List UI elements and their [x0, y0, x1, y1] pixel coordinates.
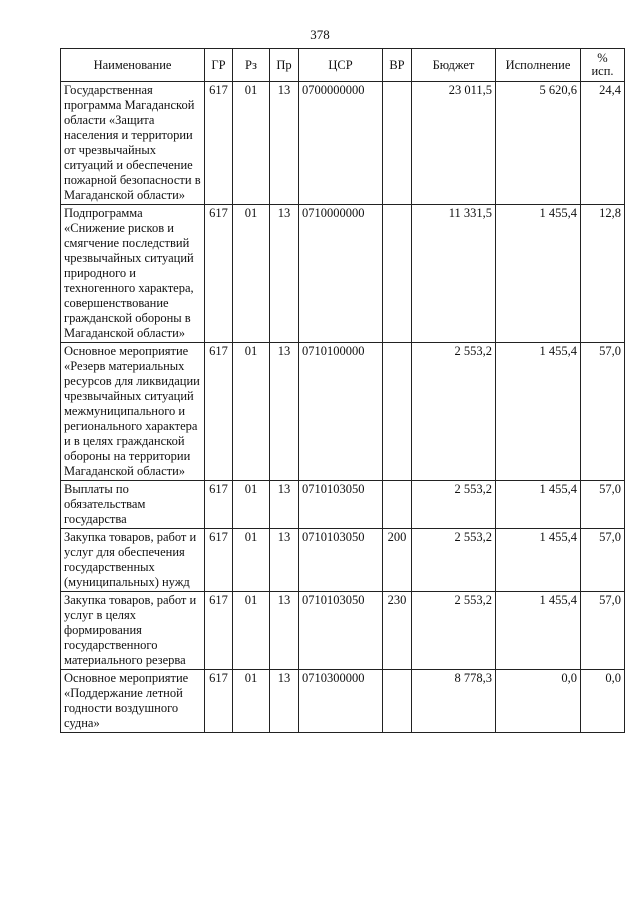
row-csr: 0710103050 [299, 529, 383, 592]
row-csr: 0700000000 [299, 82, 383, 205]
row-name: Основное мероприятие «Поддержание летной годности воздушного судна» [61, 670, 205, 733]
header-budget: Бюджет [412, 49, 496, 82]
row-execution: 1 455,4 [496, 592, 581, 670]
row-gr: 617 [205, 343, 233, 481]
row-csr: 0710103050 [299, 481, 383, 529]
row-name: Подпрограмма «Снижение рисков и смягчение последствий чрезвычайных ситуаций природного и техногенного характера, совершенствование гражданской обороны в Магаданской области» [61, 205, 205, 343]
row-execution: 1 455,4 [496, 205, 581, 343]
row-pr: 13 [270, 82, 299, 205]
row-rz: 01 [233, 670, 270, 733]
row-vr [383, 82, 412, 205]
row-percent: 57,0 [581, 343, 625, 481]
row-budget: 23 011,5 [412, 82, 496, 205]
row-rz: 01 [233, 592, 270, 670]
row-budget: 2 553,2 [412, 529, 496, 592]
header-rz: Рз [233, 49, 270, 82]
header-percent-symbol: % [597, 51, 608, 65]
row-execution: 1 455,4 [496, 343, 581, 481]
row-pr: 13 [270, 343, 299, 481]
row-vr [383, 670, 412, 733]
row-percent: 57,0 [581, 481, 625, 529]
row-gr: 617 [205, 205, 233, 343]
budget-table [60, 48, 625, 733]
table-row [61, 670, 625, 733]
row-csr: 0710103050 [299, 592, 383, 670]
row-gr: 617 [205, 670, 233, 733]
table-row [61, 481, 625, 529]
row-budget: 2 553,2 [412, 592, 496, 670]
row-gr: 617 [205, 481, 233, 529]
row-rz: 01 [233, 481, 270, 529]
row-rz: 01 [233, 205, 270, 343]
row-percent: 12,8 [581, 205, 625, 343]
row-rz: 01 [233, 343, 270, 481]
row-csr: 0710100000 [299, 343, 383, 481]
row-rz: 01 [233, 82, 270, 205]
header-gr: ГР [205, 49, 233, 82]
row-rz: 01 [233, 529, 270, 592]
header-pr: Пр [270, 49, 299, 82]
row-vr [383, 205, 412, 343]
row-gr: 617 [205, 592, 233, 670]
row-csr: 0710000000 [299, 205, 383, 343]
row-execution: 1 455,4 [496, 481, 581, 529]
row-gr: 617 [205, 529, 233, 592]
row-execution: 1 455,4 [496, 529, 581, 592]
table-row [61, 205, 625, 343]
row-percent: 57,0 [581, 592, 625, 670]
row-name: Государственная программа Магаданской области «Защита населения и территории от чрезвычайных ситуаций и обеспечение пожарной безопасности в Магаданской области» [61, 82, 205, 205]
row-name: Закупка товаров, работ и услуг в целях формирования государственного материального резерва [61, 592, 205, 670]
table-row [61, 82, 625, 205]
row-budget: 2 553,2 [412, 481, 496, 529]
row-vr: 230 [383, 592, 412, 670]
header-percent-label: исп. [591, 64, 614, 78]
row-name: Закупка товаров, работ и услуг для обеспечения государственных (муниципальных) нужд [61, 529, 205, 592]
page-number: 378 [310, 27, 330, 42]
row-vr: 200 [383, 529, 412, 592]
header-percent [581, 49, 625, 82]
header-name: Наименование [61, 49, 205, 82]
row-execution: 0,0 [496, 670, 581, 733]
table-row [61, 343, 625, 481]
row-percent: 24,4 [581, 82, 625, 205]
row-vr [383, 481, 412, 529]
header-vr: ВР [383, 49, 412, 82]
header-execution: Исполнение [496, 49, 581, 82]
row-budget: 8 778,3 [412, 670, 496, 733]
row-percent: 0,0 [581, 670, 625, 733]
row-pr: 13 [270, 481, 299, 529]
row-budget: 11 331,5 [412, 205, 496, 343]
table-row [61, 529, 625, 592]
row-pr: 13 [270, 670, 299, 733]
row-budget: 2 553,2 [412, 343, 496, 481]
table-row [61, 592, 625, 670]
row-csr: 0710300000 [299, 670, 383, 733]
row-percent: 57,0 [581, 529, 625, 592]
row-execution: 5 620,6 [496, 82, 581, 205]
row-pr: 13 [270, 529, 299, 592]
header-csr: ЦСР [299, 49, 383, 82]
row-pr: 13 [270, 592, 299, 670]
row-pr: 13 [270, 205, 299, 343]
row-vr [383, 343, 412, 481]
row-gr: 617 [205, 82, 233, 205]
row-name: Выплаты по обязательствам государства [61, 481, 205, 529]
row-name: Основное мероприятие «Резерв материальных ресурсов для ликвидации чрезвычайных ситуаций межмуниципального и регионального характера и в целях гражданской обороны на территории Магаданской области» [61, 343, 205, 481]
table-header-row [61, 49, 625, 82]
